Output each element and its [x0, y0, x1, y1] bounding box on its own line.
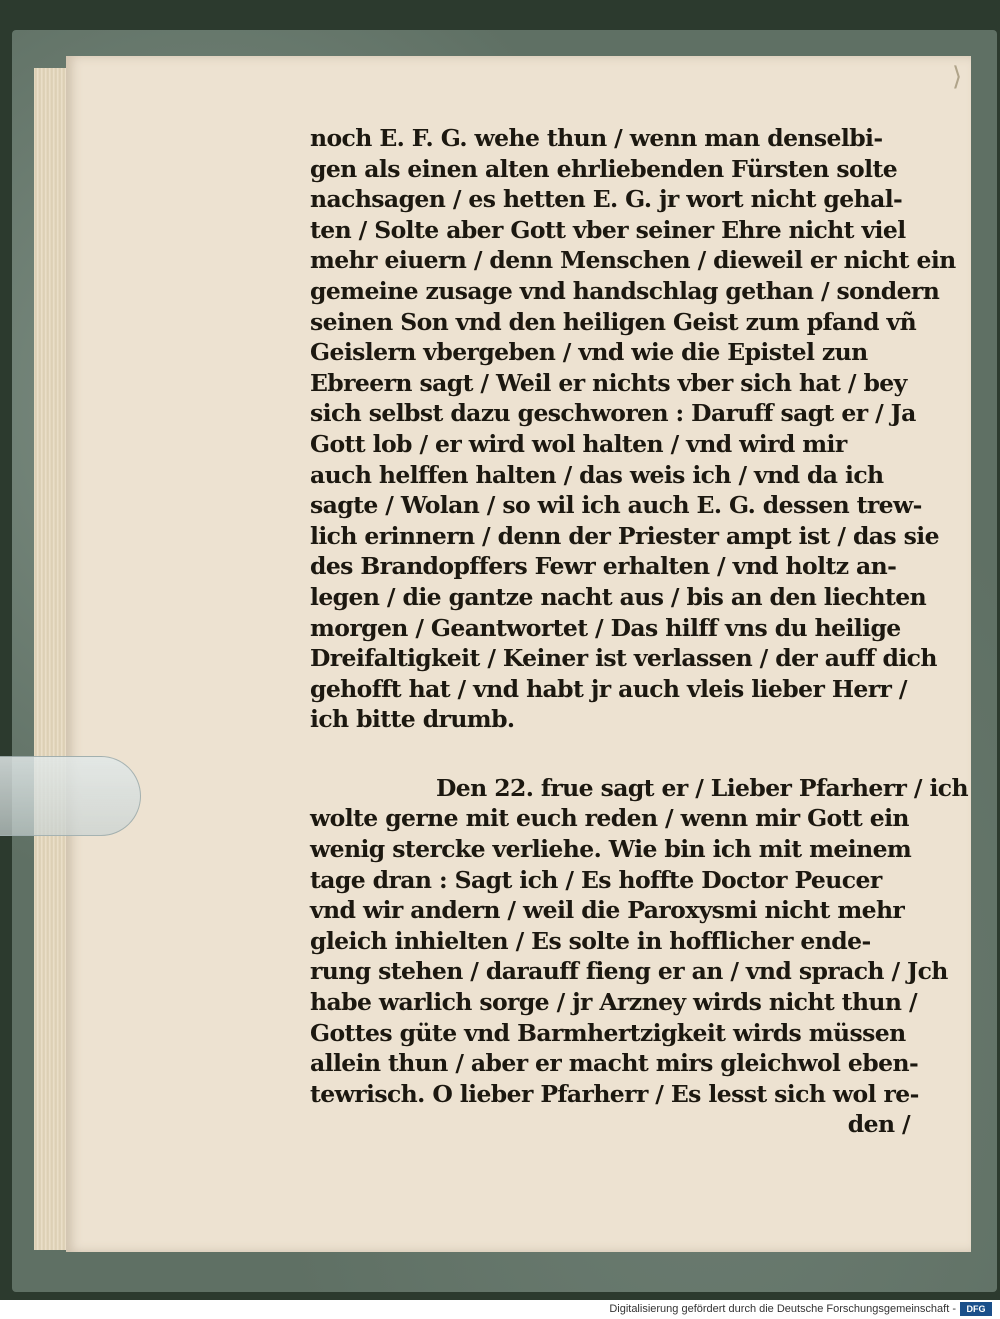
paragraph-gap [310, 736, 910, 774]
text-line: Den 22. frue sagt er / Lieber Pfarherr / ich [436, 773, 968, 802]
text-line: sagte / Wolan / so wil ich auch E. G. dessen trew- [310, 491, 922, 520]
text-line: gen als einen alten ehrliebenden Fürsten solte [310, 154, 898, 183]
text-line: ich bitte drumb. [310, 705, 515, 734]
text-line: habe warlich sorge / jr Arzney wirds nicht thun / [310, 988, 917, 1017]
text-line: lich erinnern / denn der Priester ampt ist / das sie [310, 521, 939, 550]
clear-page-clip [0, 756, 141, 836]
catchword: den / [847, 1110, 910, 1139]
text-line: wenig stercke verliehe. Wie bin ich mit meinem [310, 835, 912, 864]
text-line: nachsagen / es hetten E. G. jr wort nicht gehal- [310, 185, 903, 214]
footer-bar [0, 1300, 1000, 1319]
text-line: legen / die gantze nacht aus / bis an den liechten [310, 582, 927, 611]
footer-credit: Digitalisierung gefördert durch die Deutsche Forschungsgemeinschaft - [609, 1303, 956, 1315]
page-corner-mark: ⟩ [952, 62, 963, 92]
text-line: wolte gerne mit euch reden / wenn mir Gott ein [310, 804, 909, 833]
text-line: Ebreern sagt / Weil er nichts vber sich hat / bey [310, 368, 907, 397]
text-line: vnd wir andern / weil die Paroxysmi nicht mehr [310, 896, 905, 925]
text-line: gehofft hat / vnd habt jr auch vleis lieber Herr / [310, 674, 907, 703]
paragraph-2 [310, 773, 968, 1111]
text-line: gleich inhielten / Es solte in hofflicher ende- [310, 926, 871, 955]
text-line: auch helffen halten / das weis ich / vnd da ich [310, 460, 884, 489]
text-line: Gott lob / er wird wol halten / vnd wird mir [310, 429, 847, 458]
text-line: Gottes güte vnd Barmhertzigkeit wirds müssen [310, 1018, 906, 1047]
text-line: des Brandopffers Fewr erhalten / vnd holtz an- [310, 552, 897, 581]
text-line: Dreifaltigkeit / Keiner ist verlassen / der auff dich [310, 644, 937, 673]
text-line: rung stehen / darauff fieng er an / vnd sprach / Jch [310, 957, 948, 986]
text-line: sich selbst dazu geschworen : Daruff sagt er / Ja [310, 399, 916, 428]
text-line: morgen / Geantwortet / Das hilff vns du heilige [310, 613, 901, 642]
text-line: seinen Son vnd den heiligen Geist zum pfand vñ [310, 307, 917, 336]
text-line: Geislern vbergeben / vnd wie die Epistel zun [310, 338, 868, 367]
page-text [310, 124, 968, 1141]
text-line: noch E. F. G. wehe thun / wenn man denselbi- [310, 124, 883, 152]
text-line: tewrisch. O lieber Pfarherr / Es lesst sich wol re- [310, 1079, 919, 1108]
text-line: tage dran : Sagt ich / Es hoffte Doctor Peucer [310, 865, 882, 894]
dfg-logo: DFG [960, 1302, 992, 1316]
text-line: gemeine zusage vnd handschlag gethan / sondern [310, 276, 940, 305]
text-line: ten / Solte aber Gott vber seiner Ehre nicht viel [310, 215, 906, 244]
text-line: mehr eiuern / denn Menschen / dieweil er nicht ein [310, 246, 956, 275]
text-line: allein thun / aber er macht mirs gleichwol eben- [310, 1049, 919, 1078]
paragraph-1 [310, 124, 956, 736]
